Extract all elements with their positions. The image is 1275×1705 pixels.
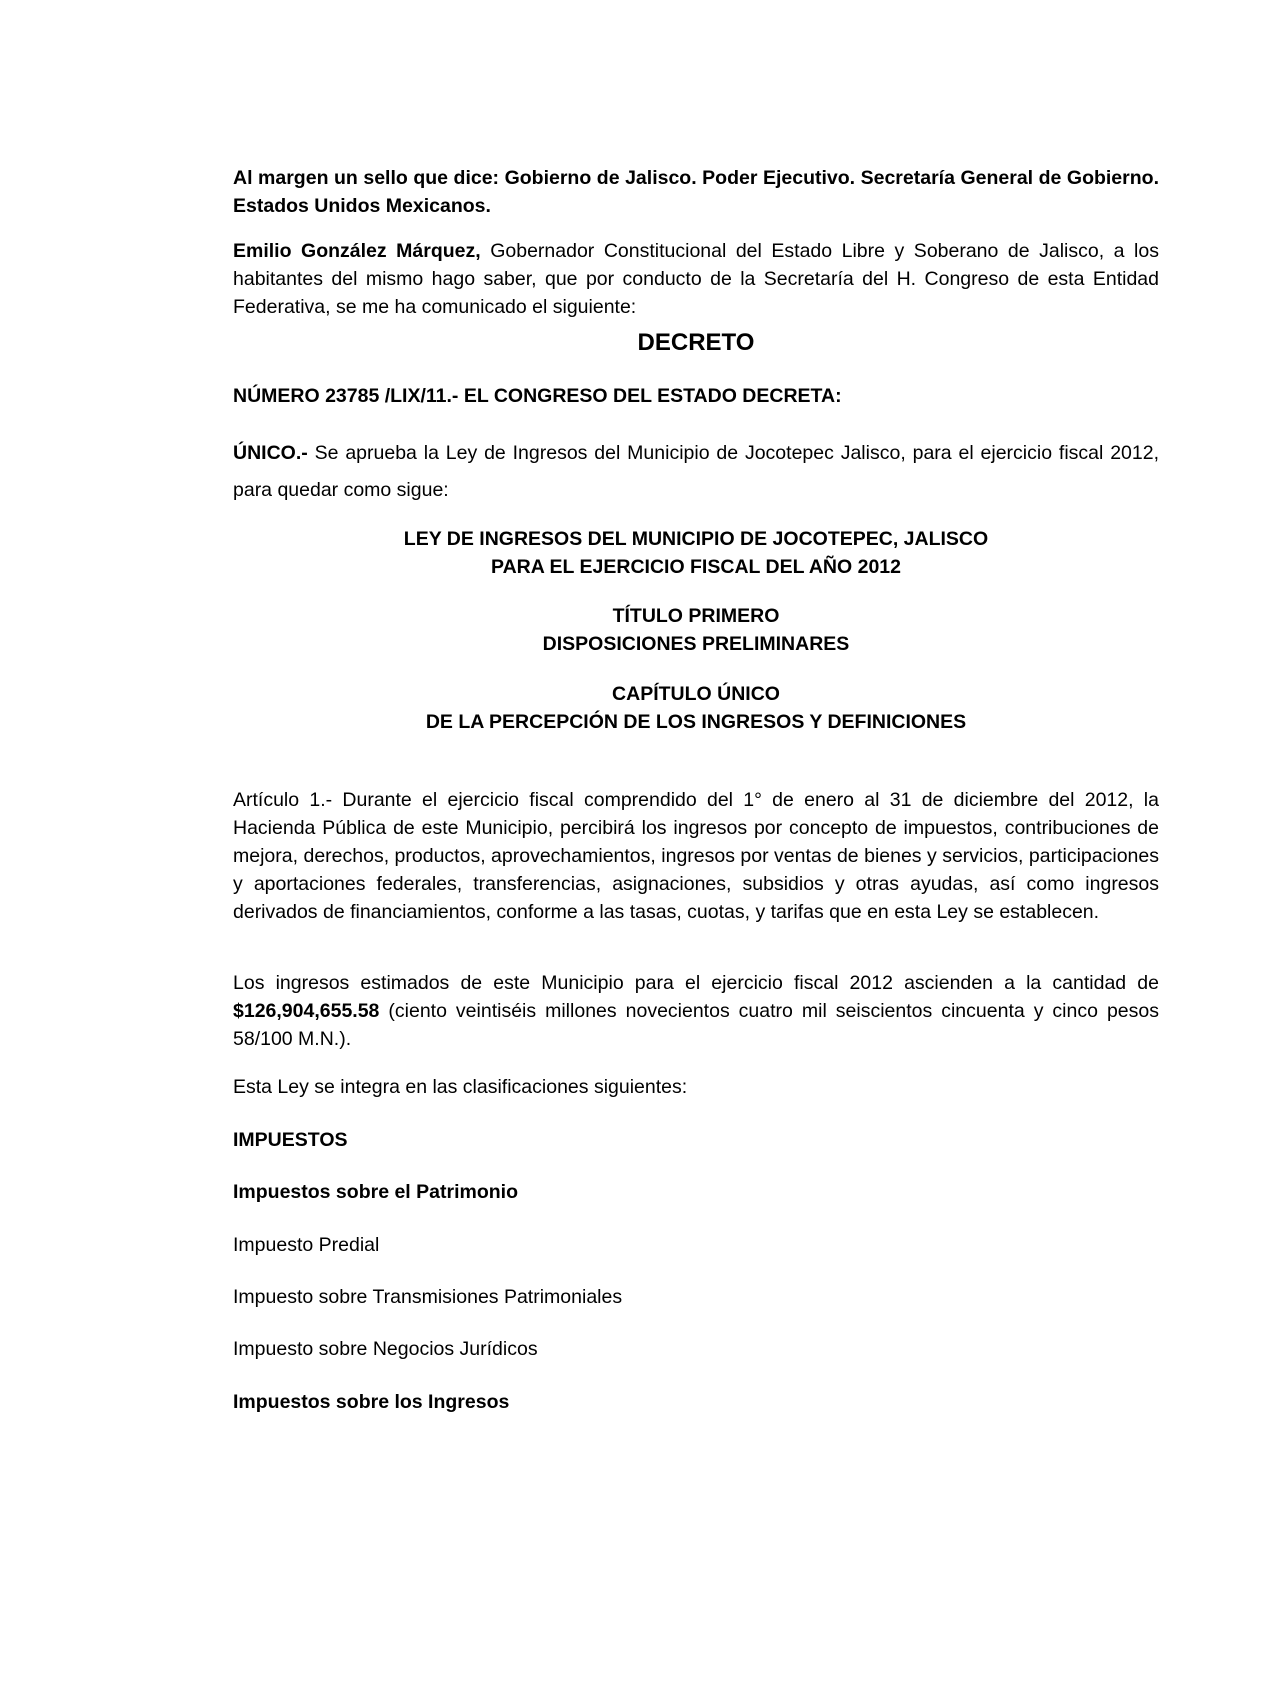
item-predial: Impuesto Predial xyxy=(233,1234,380,1256)
unico-text: Se aprueba la Ley de Ingresos del Municipio de Jocotepec Jalisco, para el ejercicio fiscal 2012, para quedar como sigue: xyxy=(233,442,1159,501)
item-negocios: Impuesto sobre Negocios Jurídicos xyxy=(233,1338,538,1360)
titulo-line1: TÍTULO PRIMERO xyxy=(612,605,780,627)
law-title-line1: LEY DE INGRESOS DEL MUNICIPIO DE JOCOTEPEC, JALISCO xyxy=(403,528,989,550)
estimate-paragraph xyxy=(233,969,1159,1053)
law-title-line2: PARA EL EJERCICIO FISCAL DEL AÑO 2012 xyxy=(491,556,901,578)
subsection-patrimonio: Impuestos sobre el Patrimonio xyxy=(233,1181,518,1203)
governor-text: Gobernador Constitucional del Estado Libre y Soberano de Jalisco, a los habitantes del mismo hago saber, que por conducto de la Secretaría del H. Congreso de esta Entidad Federativa, se me ha comunicado el siguiente: xyxy=(233,240,1159,318)
section-impuestos: IMPUESTOS xyxy=(233,1129,348,1151)
capitulo-heading xyxy=(233,680,1159,736)
capitulo-line2: DE LA PERCEPCIÓN DE LOS INGRESOS Y DEFINICIONES xyxy=(425,711,967,733)
law-title xyxy=(233,525,1159,581)
titulo-heading xyxy=(233,602,1159,658)
capitulo-line1: CAPÍTULO ÚNICO xyxy=(612,683,780,705)
articulo-1: Artículo 1.- Durante el ejercicio fiscal comprendido del 1° de enero al 31 de diciembre del 2012, la Hacienda Pública de este Municipio, percibirá los ingresos por concepto de impuestos, contribuciones de mejora, derechos, productos, aprovechamientos, ingresos por ventas de bienes y servicios, participaciones y aportaciones federales, transferencias, asignaciones, subsidios y otras ayudas, así como ingresos derivados de financiamientos, conforme a las tasas, cuotas, y tarifas que en esta Ley se establecen. xyxy=(233,789,1159,923)
decree-title: DECRETO xyxy=(637,329,755,356)
governor-paragraph xyxy=(233,237,1159,321)
estimate-amount: $126,904,655.58 xyxy=(233,1000,380,1022)
unico-paragraph xyxy=(233,435,1159,509)
estimate-suffix: (ciento veintiséis millones novecientos cuatro mil seiscientos cincuenta y cinco pesos 58/100 M.N.). xyxy=(233,1000,1159,1050)
estimate-prefix: Los ingresos estimados de este Municipio para el ejercicio fiscal 2012 ascienden a la cantidad de xyxy=(233,972,1159,994)
item-transmisiones: Impuesto sobre Transmisiones Patrimoniales xyxy=(233,1286,623,1308)
subsection-ingresos: Impuestos sobre los Ingresos xyxy=(233,1391,510,1413)
unico-label: ÚNICO.- xyxy=(233,442,308,464)
seal-note: Al margen un sello que dice: Gobierno de Jalisco. Poder Ejecutivo. Secretaría General de Gobierno. Estados Unidos Mexicanos. xyxy=(233,167,1159,217)
classification-intro: Esta Ley se integra en las clasificaciones siguientes: xyxy=(233,1076,688,1098)
document-page xyxy=(233,0,1159,1705)
governor-name: Emilio González Márquez, xyxy=(233,240,481,262)
decree-number: NÚMERO 23785 /LIX/11.- EL CONGRESO DEL ESTADO DECRETA: xyxy=(233,385,842,407)
titulo-line2: DISPOSICIONES PRELIMINARES xyxy=(542,633,850,655)
